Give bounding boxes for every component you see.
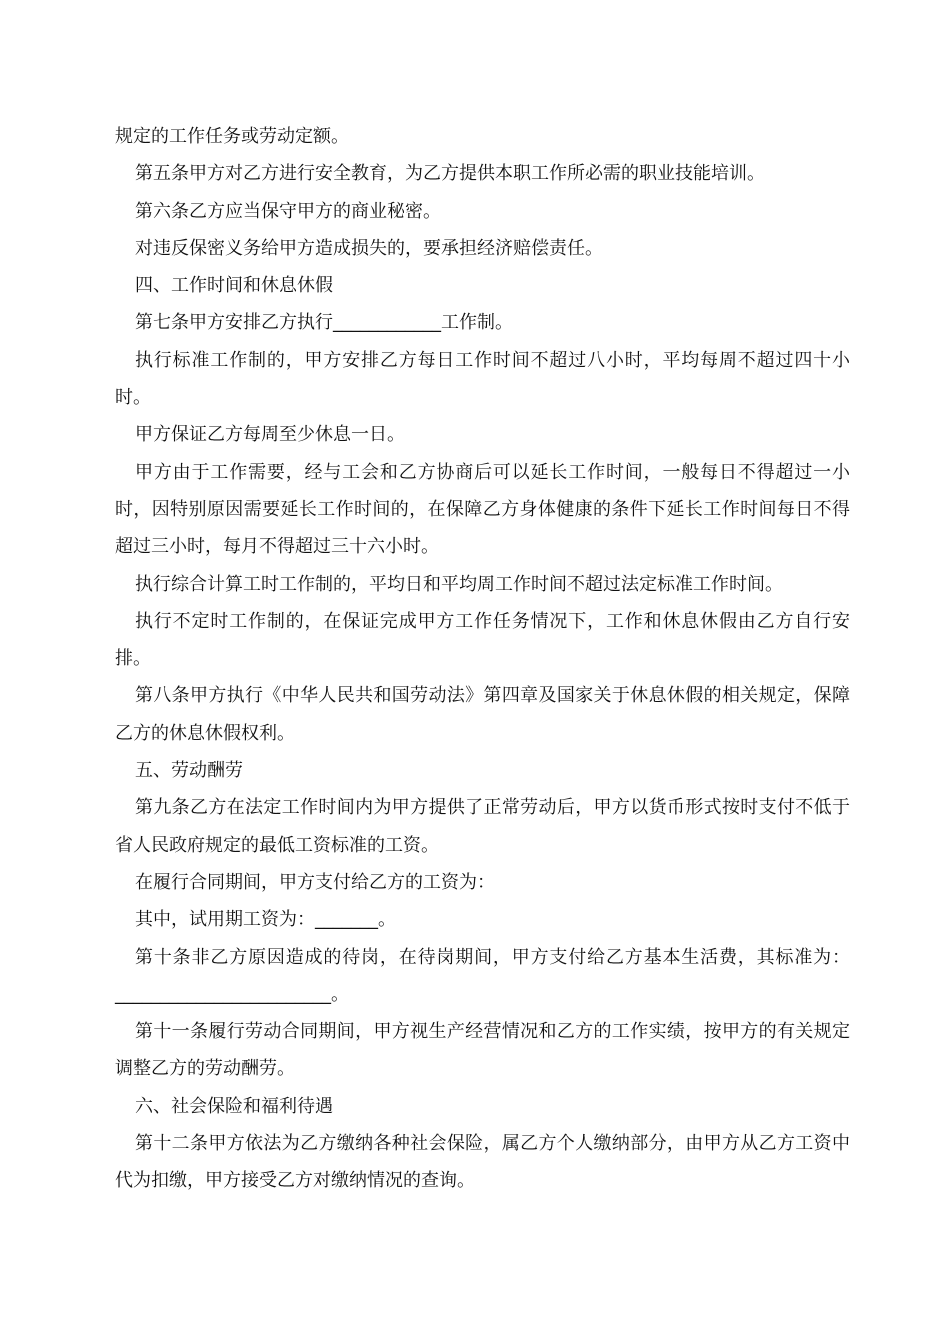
paragraph: 对违反保密义务给甲方造成损失的，要承担经济赔偿责任。: [135, 237, 603, 259]
paragraph: 甲方保证乙方每周至少休息一日。: [135, 424, 405, 446]
paragraph: 第五条甲方对乙方进行安全教育，为乙方提供本职工作所必需的职业技能培训。: [135, 163, 765, 185]
section-heading: 四、工作时间和休息休假: [135, 275, 333, 297]
paragraph: 规定的工作任务或劳动定额。: [115, 126, 349, 147]
paragraph: 其中，试用期工资为：_______。: [135, 909, 396, 931]
paragraph: 甲方由于工作需要，经与工会和乙方协商后可以延长工作时间，一般每日不得超过一小时，因特别原因需要延长工作时间的，在保障乙方身体健康的条件下延长工作时间每日不得超过三小时，每月不得超过三十六小时。: [115, 461, 850, 558]
paragraph: 第十一条履行劳动合同期间，甲方视生产经营情况和乙方的工作实绩，按甲方的有关规定调整乙方的劳动酬劳。: [115, 1021, 850, 1080]
paragraph: 执行不定时工作制的，在保证完成甲方工作任务情况下，工作和休息休假由乙方自行安排。: [115, 610, 850, 670]
paragraph: 第七条甲方安排乙方执行____________工作制。: [135, 312, 513, 334]
paragraph: 执行综合计算工时工作制的，平均日和平均周工作时间不超过法定标准工作时间。: [135, 573, 783, 595]
paragraph: 在履行合同期间，甲方支付给乙方的工资为：: [135, 871, 495, 893]
paragraph: 执行标准工作制的，甲方安排乙方每日工作时间不超过八小时，平均每周不超过四十小时。: [115, 349, 850, 409]
paragraph: 第十条非乙方原因造成的待岗，在待岗期间，甲方支付给乙方基本生活费，其标准为：________________________。: [115, 946, 850, 1005]
document-body: [115, 118, 850, 1200]
section-heading: 六、社会保险和福利待遇: [135, 1095, 333, 1117]
paragraph: 第八条甲方执行《中华人民共和国劳动法》第四章及国家关于休息休假的相关规定，保障乙方的休息休假权利。: [115, 685, 850, 744]
paragraph: 第十二条甲方依法为乙方缴纳各种社会保险，属乙方个人缴纳部分，由甲方从乙方工资中代为扣缴，甲方接受乙方对缴纳情况的查询。: [115, 1133, 850, 1192]
section-heading: 五、劳动酬劳: [135, 760, 243, 782]
paragraph: 第六条乙方应当保守甲方的商业秘密。: [135, 200, 441, 222]
paragraph: 第九条乙方在法定工作时间内为甲方提供了正常劳动后，甲方以货币形式按时支付不低于省人民政府规定的最低工资标准的工资。: [115, 797, 850, 856]
